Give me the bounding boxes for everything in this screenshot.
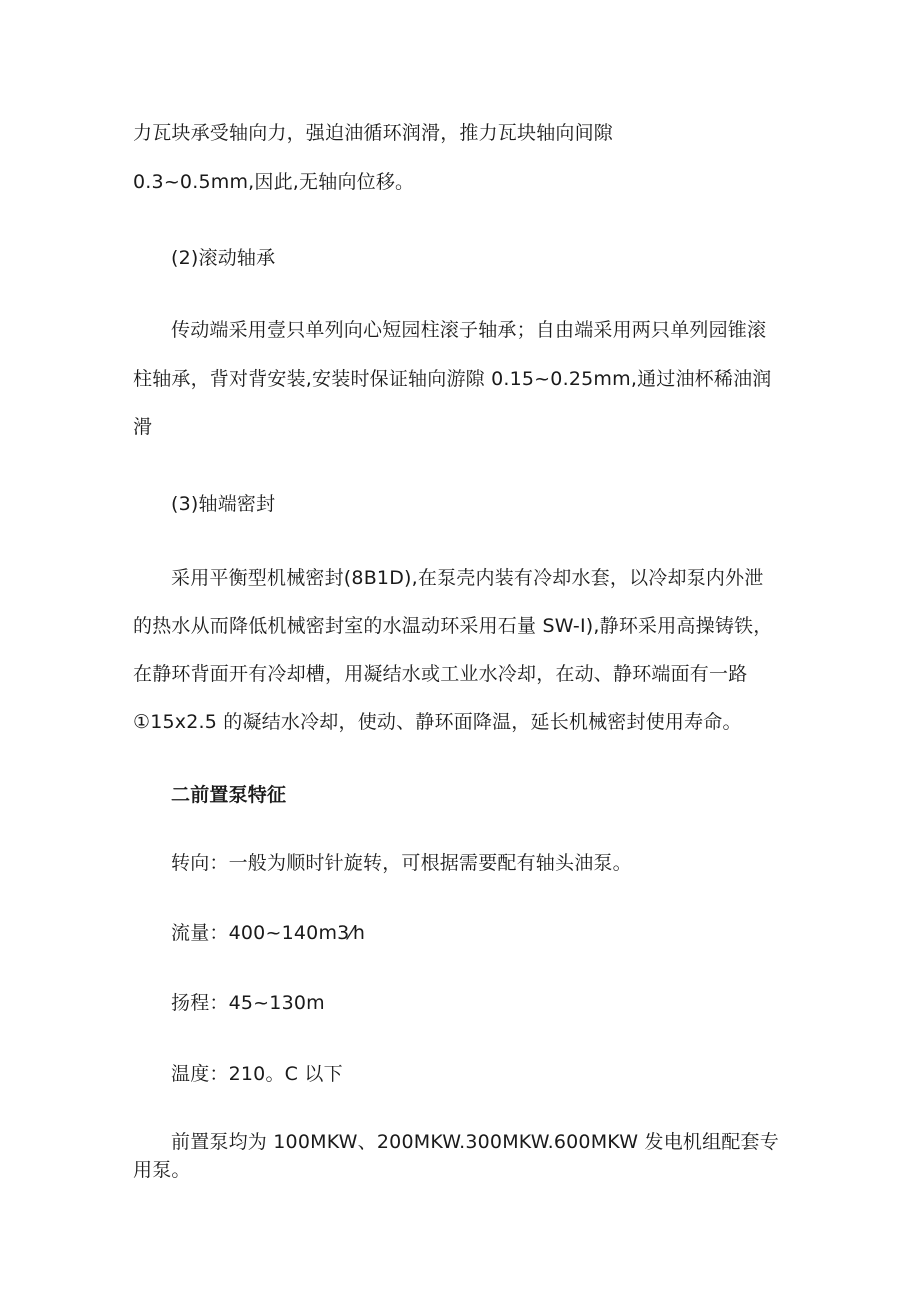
pre-pump-heading: 二前置泵特征 [171, 784, 287, 806]
pre-pump-flow: 流量：400~140m3⁄h [171, 922, 366, 944]
shaft-seal-heading: (3)轴端密封 [171, 493, 276, 515]
pre-pump-rotation: 转向：一般为顺时针旋转，可根据需要配有轴头油泵。 [171, 852, 632, 874]
rolling-bearing-para-line-1: 传动端采用壹只单列向心短园柱滚子轴承；自由端采用两只单列园锥滚 [171, 319, 767, 341]
rolling-bearing-para-line-2: 柱轴承，背对背安装,安装时保证轴向游隙 0.15~0.25mm,通过油杯稀油润 [133, 368, 772, 390]
pre-pump-note-line-1: 前置泵均为 100MKW、200MKW.300MKW.600MKW 发电机组配套专 [171, 1131, 779, 1153]
intro-line-1: 力瓦块承受轴向力，强迫油循环润滑，推力瓦块轴向间隙 [133, 122, 614, 144]
shaft-seal-para-line-3: 在静环背面开有冷却槽，用凝结水或工业水冷却，在动、静环端面有一路 [133, 663, 748, 685]
shaft-seal-para-line-1: 采用平衡型机械密封(8B1D),在泵壳内装有冷却水套，以冷却泵内外泄 [171, 567, 764, 589]
rolling-bearing-heading: (2)滚动轴承 [171, 247, 276, 269]
intro-line-2: 0.3~0.5mm,因此,无轴向位移。 [133, 171, 415, 193]
pre-pump-head: 扬程：45~130m [171, 992, 325, 1014]
shaft-seal-para-line-4: ①15x2.5 的凝结水冷却，使动、静环面降温，延长机械密封使用寿命。 [133, 711, 742, 733]
rolling-bearing-para-line-3: 滑 [133, 416, 153, 438]
pre-pump-note-line-2: 用泵。 [133, 1159, 191, 1181]
shaft-seal-para-line-2: 的热水从而降低机械密封室的水温动环采用石量 SW-I),静环采用高操铸铁， [133, 615, 773, 637]
pre-pump-temperature: 温度：210。C 以下 [171, 1063, 343, 1085]
